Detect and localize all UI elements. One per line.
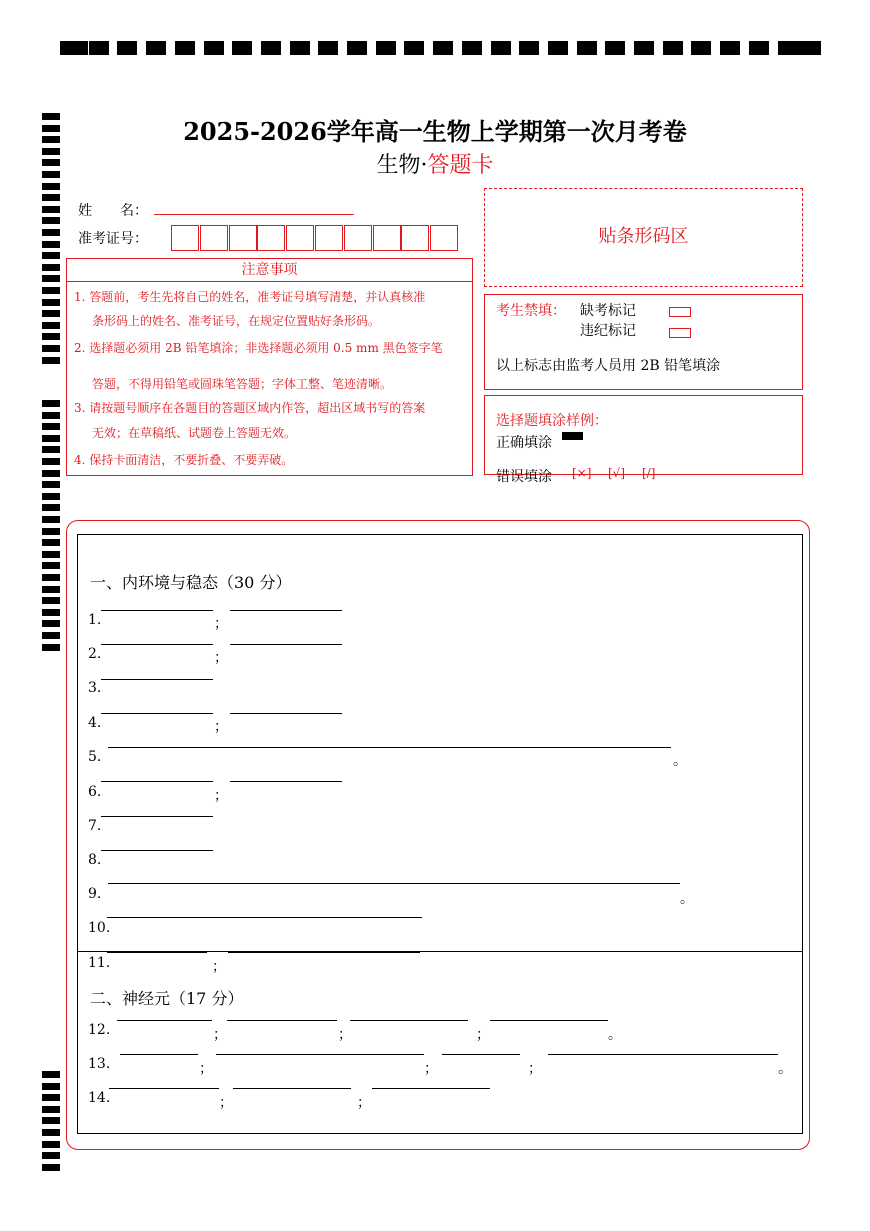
timing-mark	[42, 287, 60, 294]
exam-id-digit-box[interactable]	[430, 225, 458, 251]
question-number: 1.	[88, 612, 102, 628]
timing-mark	[146, 41, 166, 55]
timing-mark	[42, 481, 60, 488]
timing-mark	[42, 528, 60, 535]
timing-mark	[462, 41, 482, 55]
timing-mark	[376, 41, 396, 55]
answer-blank[interactable]	[230, 610, 342, 611]
timing-mark	[577, 41, 597, 55]
notice-item-3: 3. 请按题号顺序在各题目的答题区域内作答，超出区域书写的答案	[74, 401, 426, 415]
answer-blank[interactable]	[101, 679, 213, 680]
timing-mark	[42, 493, 60, 500]
fill-example-title: 选择题填涂样例：	[496, 413, 608, 429]
timing-mark	[204, 41, 224, 55]
answer-blank[interactable]	[101, 781, 213, 782]
period: 。	[673, 753, 687, 769]
timing-mark	[89, 41, 109, 55]
question-number: 10.	[88, 920, 111, 936]
timing-mark	[42, 1164, 60, 1171]
answer-blank[interactable]	[372, 1088, 490, 1089]
timing-mark	[42, 597, 60, 604]
answer-blank[interactable]	[230, 713, 342, 714]
timing-mark	[318, 41, 338, 55]
answer-blank[interactable]	[228, 952, 420, 953]
timing-mark	[42, 1141, 60, 1148]
wrong-fill-check: [√]	[608, 466, 626, 480]
question-number: 8.	[88, 852, 102, 868]
timing-mark	[42, 299, 60, 306]
timing-mark	[42, 446, 60, 453]
exam-id-digit-box[interactable]	[257, 225, 285, 251]
timing-mark	[175, 41, 195, 55]
exam-id-digit-box[interactable]	[171, 225, 199, 251]
timing-mark	[42, 345, 60, 352]
forbidden-note: 以上标志由监考人员用 2B 铅笔填涂	[496, 358, 721, 374]
timing-mark	[42, 562, 60, 569]
timing-mark	[42, 504, 60, 511]
notice-title: 注意事项	[66, 258, 473, 282]
timing-mark	[42, 551, 60, 558]
timing-mark	[433, 41, 453, 55]
exam-id-digit-box[interactable]	[200, 225, 228, 251]
timing-mark	[749, 41, 769, 55]
semicolon: ；	[214, 650, 228, 666]
timing-mark	[42, 1083, 60, 1090]
answer-blank[interactable]	[120, 1054, 198, 1055]
question-number: 14.	[88, 1090, 111, 1106]
correct-fill-label: 正确填涂	[496, 435, 552, 451]
semicolon: ；	[212, 959, 226, 975]
timing-mark	[42, 412, 60, 419]
timing-mark	[42, 252, 60, 259]
question-number: 12.	[88, 1022, 111, 1038]
answer-area-inner	[77, 534, 803, 1134]
page-subtitle	[0, 148, 870, 179]
timing-mark	[42, 357, 60, 364]
name-field[interactable]	[154, 214, 354, 215]
notice-item-1: 1. 答题前，考生先将自己的姓名，准考证号填写清楚，并认真核准	[74, 290, 426, 304]
absent-mark-label: 缺考标记	[580, 303, 636, 319]
timing-mark	[42, 400, 60, 407]
timing-mark	[519, 41, 539, 55]
timing-mark	[42, 620, 60, 627]
name-label: 姓 名：	[78, 203, 148, 219]
timing-mark	[42, 423, 60, 430]
wrong-fill-slash: [/]	[642, 466, 656, 480]
timing-mark	[691, 41, 711, 55]
timing-mark	[42, 275, 60, 282]
barcode-label: 贴条形码区	[598, 226, 689, 247]
exam-id-digit-box[interactable]	[401, 225, 429, 251]
timing-mark	[663, 41, 683, 55]
semicolon: ；	[214, 788, 228, 804]
exam-id-digit-box[interactable]	[315, 225, 343, 251]
answer-blank[interactable]	[230, 781, 342, 782]
semicolon: ；	[199, 1061, 213, 1077]
timing-mark	[290, 41, 310, 55]
answer-blank[interactable]	[350, 1020, 468, 1021]
answer-blank[interactable]	[233, 1088, 351, 1089]
subtitle-answer-card: 答题卡	[427, 153, 494, 178]
wrong-fill-label: 错误填涂	[496, 469, 552, 485]
semicolon: ；	[213, 1027, 227, 1043]
semicolon: ；	[214, 719, 228, 735]
answer-blank[interactable]	[227, 1020, 337, 1021]
violation-mark-label: 违纪标记	[580, 323, 636, 339]
exam-id-digit-box[interactable]	[229, 225, 257, 251]
timing-mark	[347, 41, 367, 55]
barcode-area	[484, 188, 803, 287]
notice-item-4: 4. 保持卡面清洁，不要折叠、不要弄破。	[74, 453, 294, 467]
question-number: 2.	[88, 646, 102, 662]
timing-mark	[42, 194, 60, 201]
timing-mark	[42, 1117, 60, 1124]
page-title: 2025-2026学年高一生物上学期第一次月考卷	[183, 117, 687, 146]
notice-item-1b: 条形码上的姓名、准考证号，在规定位置贴好条形码。	[92, 314, 381, 328]
timing-mark	[42, 264, 60, 271]
period: 。	[680, 891, 694, 907]
timing-mark	[232, 41, 252, 55]
question-number: 5.	[88, 749, 102, 765]
semicolon: ；	[357, 1095, 371, 1111]
answer-blank[interactable]	[107, 952, 207, 953]
timing-mark	[42, 206, 60, 213]
timing-mark	[42, 229, 60, 236]
answer-blank[interactable]	[101, 610, 213, 611]
answer-blank[interactable]	[230, 644, 342, 645]
absent-mark-box[interactable]	[669, 307, 691, 317]
timing-mark	[42, 644, 60, 651]
answer-blank[interactable]	[101, 850, 213, 851]
violation-mark-box[interactable]	[669, 328, 691, 338]
section2-title: 二、神经元（17 分）	[90, 989, 244, 1008]
question-number: 11.	[88, 955, 111, 971]
timing-mark	[42, 333, 60, 340]
timing-mark	[42, 1152, 60, 1159]
timing-mark	[42, 1071, 60, 1078]
exam-id-label: 准考证号：	[78, 231, 148, 247]
question-number: 3.	[88, 680, 102, 696]
semicolon: ；	[476, 1027, 490, 1043]
timing-mark	[605, 41, 625, 55]
answer-blank[interactable]	[108, 747, 671, 748]
timing-mark	[404, 41, 424, 55]
timing-mark	[42, 322, 60, 329]
answer-blank[interactable]	[490, 1020, 608, 1021]
notice-item-2b: 答题，不得用铅笔或圆珠笔答题；字体工整、笔迹清晰。	[92, 377, 393, 391]
answer-blank[interactable]	[216, 1054, 424, 1055]
timing-mark	[42, 574, 60, 581]
timing-mark	[60, 41, 88, 55]
forbidden-label: 考生禁填：	[496, 303, 566, 319]
question-number: 6.	[88, 784, 102, 800]
correct-fill-sample	[562, 432, 583, 440]
timing-mark	[117, 41, 137, 55]
timing-mark	[42, 217, 60, 224]
question-number: 7.	[88, 818, 102, 834]
subtitle-subject: 生物·	[376, 153, 428, 178]
timing-mark	[42, 539, 60, 546]
question-number: 13.	[88, 1056, 111, 1072]
timing-mark	[42, 609, 60, 616]
semicolon: ；	[424, 1061, 438, 1077]
answer-blank[interactable]	[107, 917, 422, 918]
period: 。	[608, 1027, 622, 1043]
semicolon: ；	[219, 1095, 233, 1111]
notice-item-2: 2. 选择题必须用 2B 铅笔填涂；非选择题必须用 0.5 mm 黑色签字笔	[74, 341, 443, 355]
timing-mark	[42, 310, 60, 317]
answer-blank[interactable]	[101, 713, 213, 714]
semicolon: ；	[528, 1061, 542, 1077]
timing-mark	[42, 183, 60, 190]
answer-blank[interactable]	[117, 1020, 212, 1021]
exam-id-digit-box[interactable]	[286, 225, 314, 251]
timing-mark	[42, 1129, 60, 1136]
timing-mark	[634, 41, 654, 55]
period: 。	[778, 1061, 792, 1077]
timing-mark	[42, 516, 60, 523]
answer-blank[interactable]	[109, 1088, 219, 1089]
timing-mark	[548, 41, 568, 55]
semicolon: ；	[338, 1027, 352, 1043]
timing-mark	[42, 1094, 60, 1101]
timing-mark	[720, 41, 740, 55]
answer-blank[interactable]	[548, 1054, 778, 1055]
section1-title: 一、内环境与稳态（30 分）	[90, 573, 292, 592]
timing-mark	[491, 41, 511, 55]
exam-id-digit-box[interactable]	[373, 225, 401, 251]
notice-item-3b: 无效；在草稿纸、试题卷上答题无效。	[92, 426, 297, 440]
exam-id-digit-box[interactable]	[344, 225, 372, 251]
question-number: 9.	[88, 886, 102, 902]
timing-mark	[42, 470, 60, 477]
timing-mark	[42, 458, 60, 465]
semicolon: ；	[214, 616, 228, 632]
timing-mark	[42, 435, 60, 442]
timing-mark	[793, 41, 821, 55]
question-number: 4.	[88, 715, 102, 731]
answer-blank[interactable]	[101, 816, 213, 817]
timing-mark	[42, 586, 60, 593]
timing-mark	[42, 241, 60, 248]
answer-blank[interactable]	[101, 644, 213, 645]
answer-blank[interactable]	[108, 883, 680, 884]
wrong-fill-cross: [×]	[572, 466, 592, 480]
timing-mark	[42, 1106, 60, 1113]
timing-mark	[42, 632, 60, 639]
answer-blank[interactable]	[442, 1054, 520, 1055]
timing-mark	[261, 41, 281, 55]
